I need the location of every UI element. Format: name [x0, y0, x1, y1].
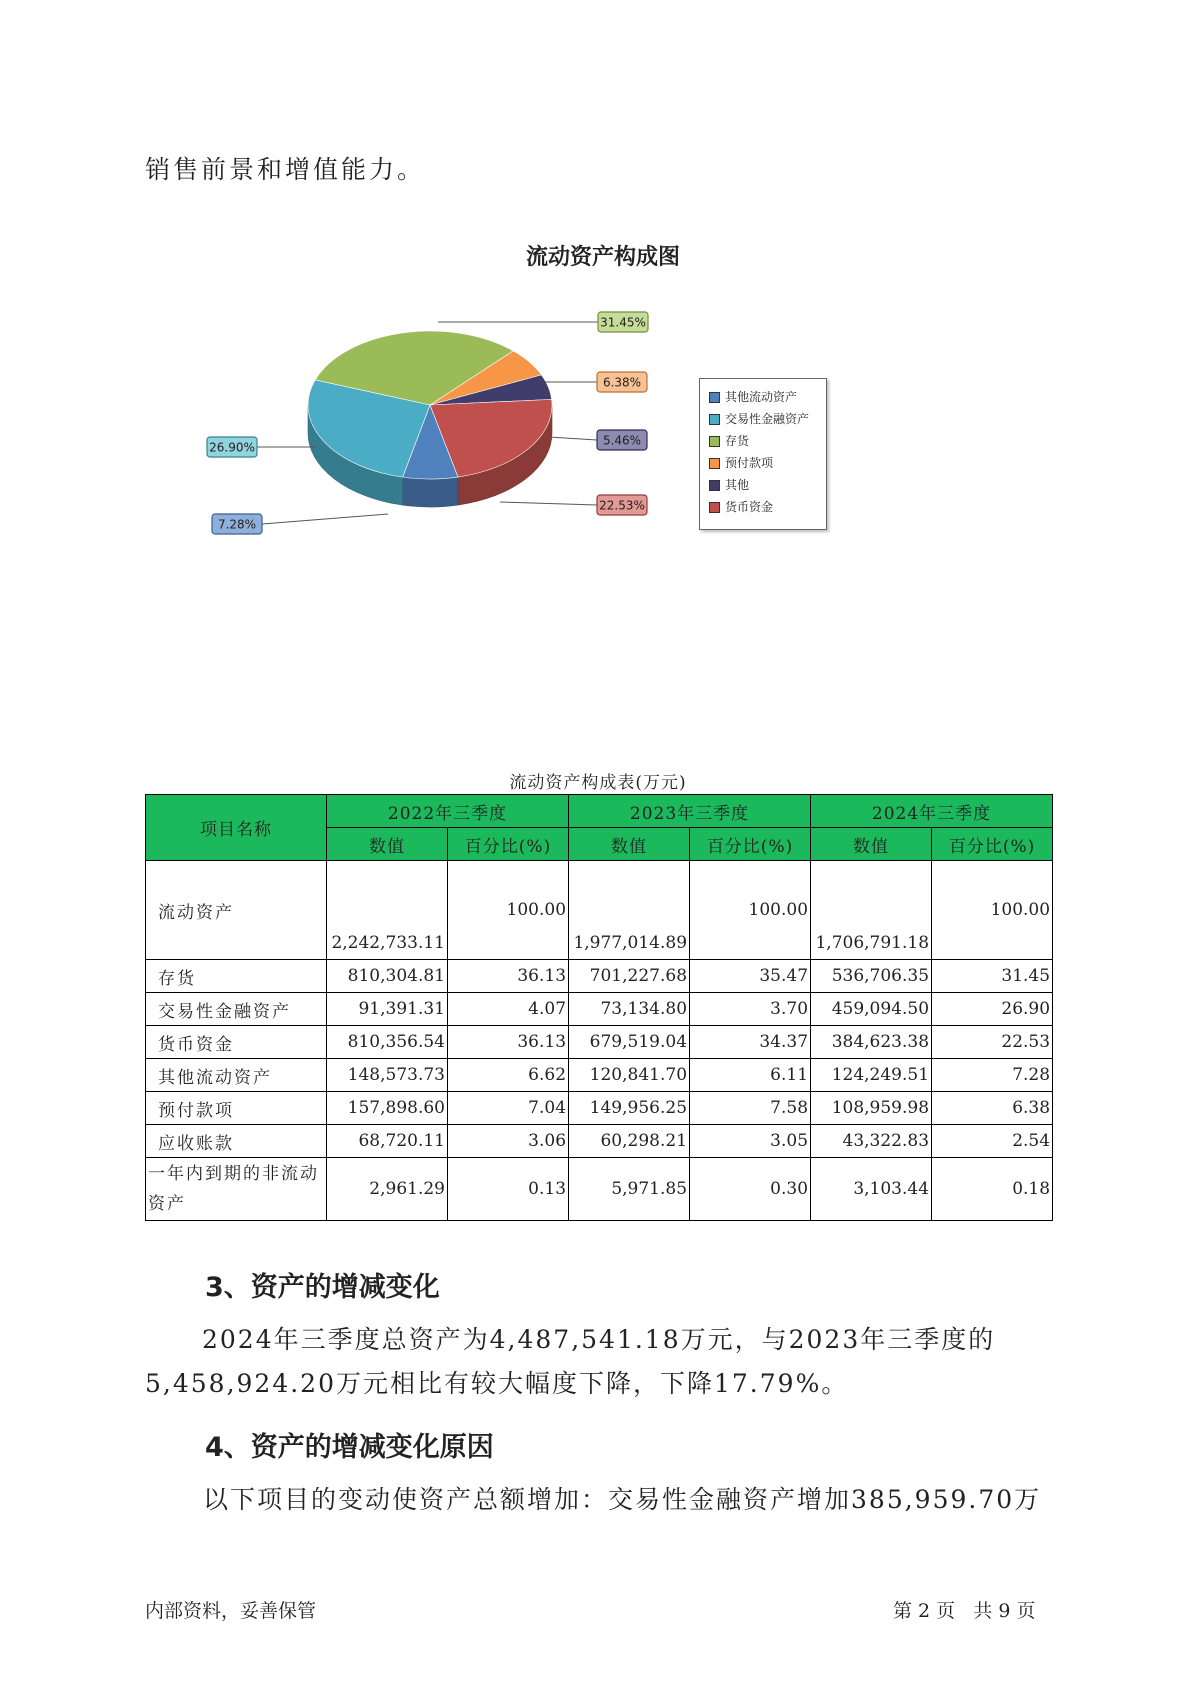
section-4-line-1: 以下项目的变动使资产总额增加：交易性金融资产增加385,959.70万 [203, 1485, 1042, 1514]
cell-value: 2,961.29 [327, 1158, 448, 1221]
pie-slice-side [403, 477, 458, 507]
data-label: 6.38% [602, 375, 642, 390]
legend-item: 交易性金融资产 [709, 411, 809, 427]
row-name: 应收账款 [146, 1125, 327, 1158]
section-4-heading: 4、资产的增减变化原因 [205, 1432, 494, 1463]
row-name: 交易性金融资产 [146, 993, 327, 1026]
header-percent: 百分比(%) [932, 828, 1053, 861]
data-label: 31.45% [600, 315, 646, 330]
page-number: 第 2 页 共 9 页 [893, 1600, 1036, 1622]
cell-value: 679,519.04 [569, 1026, 690, 1059]
cell-percent: 100.00 [448, 861, 569, 960]
legend-swatch [709, 458, 720, 469]
header-item-name: 项目名称 [146, 795, 327, 861]
legend-swatch [709, 480, 720, 491]
chart-title: 流动资产构成图 [525, 245, 680, 270]
legend-item: 存货 [709, 433, 749, 449]
data-label: 26.90% [209, 440, 255, 455]
cell-value: 1,977,014.89 [569, 861, 690, 960]
current-assets-table [145, 794, 1053, 1221]
section-3-line-1: 2024年三季度总资产为4,487,541.18万元，与2023年三季度的 [202, 1325, 996, 1354]
footer-left: 内部资料，妥善保管 [145, 1600, 317, 1622]
cell-percent: 3.06 [448, 1125, 569, 1158]
data-label: 5.46% [602, 433, 642, 448]
header-value: 数值 [811, 828, 932, 861]
cell-percent: 100.00 [690, 861, 811, 960]
cell-percent: 31.45 [932, 960, 1053, 993]
row-name: 一年内到期的非流动资产 [146, 1158, 327, 1221]
intro-paragraph: 销售前景和增值能力。 [145, 155, 426, 184]
legend-swatch [709, 392, 720, 403]
cell-percent: 7.04 [448, 1092, 569, 1125]
cell-value: 3,103.44 [811, 1158, 932, 1221]
legend-item: 货币资金 [709, 499, 773, 515]
legend-item: 其他 [709, 477, 749, 493]
table-row [146, 1125, 1053, 1158]
cell-value: 60,298.21 [569, 1125, 690, 1158]
cell-percent: 22.53 [932, 1026, 1053, 1059]
row-name: 存货 [146, 960, 327, 993]
cell-value: 1,706,791.18 [811, 861, 932, 960]
table-row [146, 861, 1053, 960]
table-caption: 流动资产构成表(万元) [509, 773, 687, 793]
header-percent: 百分比(%) [448, 828, 569, 861]
legend-swatch [709, 502, 720, 513]
chart-legend [699, 378, 827, 530]
cell-value: 810,304.81 [327, 960, 448, 993]
table-row [146, 1092, 1053, 1125]
cell-value: 68,720.11 [327, 1125, 448, 1158]
header-period: 2024年三季度 [811, 795, 1053, 828]
label-leader-line [549, 437, 597, 440]
cell-value: 2,242,733.11 [327, 861, 448, 960]
cell-value: 120,841.70 [569, 1059, 690, 1092]
header-percent: 百分比(%) [690, 828, 811, 861]
cell-percent: 6.38 [932, 1092, 1053, 1125]
cell-percent: 7.28 [932, 1059, 1053, 1092]
cell-percent: 7.58 [690, 1092, 811, 1125]
cell-value: 384,623.38 [811, 1026, 932, 1059]
legend-item: 预付款项 [709, 455, 773, 471]
label-leader-line [262, 514, 388, 524]
legend-item: 其他流动资产 [709, 389, 797, 405]
table-row [146, 1158, 1053, 1221]
data-label: 22.53% [599, 498, 645, 513]
cell-percent: 0.13 [448, 1158, 569, 1221]
cell-value: 149,956.25 [569, 1092, 690, 1125]
data-label: 7.28% [217, 517, 257, 532]
cell-percent: 100.00 [932, 861, 1053, 960]
cell-percent: 6.62 [448, 1059, 569, 1092]
cell-percent: 6.11 [690, 1059, 811, 1092]
table-row [146, 1059, 1053, 1092]
header-period: 2022年三季度 [327, 795, 569, 828]
header-period: 2023年三季度 [569, 795, 811, 828]
header-value: 数值 [327, 828, 448, 861]
cell-value: 536,706.35 [811, 960, 932, 993]
cell-percent: 4.07 [448, 993, 569, 1026]
row-name: 其他流动资产 [146, 1059, 327, 1092]
cell-value: 124,249.51 [811, 1059, 932, 1092]
cell-value: 157,898.60 [327, 1092, 448, 1125]
cell-value: 91,391.31 [327, 993, 448, 1026]
cell-value: 73,134.80 [569, 993, 690, 1026]
section-3-line-2: 5,458,924.20万元相比有较大幅度下降，下降17.79%。 [145, 1369, 849, 1398]
row-name: 流动资产 [146, 861, 327, 960]
cell-percent: 26.90 [932, 993, 1053, 1026]
legend-swatch [709, 414, 720, 425]
cell-percent: 2.54 [932, 1125, 1053, 1158]
cell-percent: 36.13 [448, 960, 569, 993]
cell-percent: 35.47 [690, 960, 811, 993]
cell-percent: 3.05 [690, 1125, 811, 1158]
cell-value: 148,573.73 [327, 1059, 448, 1092]
cell-value: 108,959.98 [811, 1092, 932, 1125]
cell-value: 459,094.50 [811, 993, 932, 1026]
header-value: 数值 [569, 828, 690, 861]
cell-value: 810,356.54 [327, 1026, 448, 1059]
cell-value: 43,322.83 [811, 1125, 932, 1158]
cell-percent: 0.18 [932, 1158, 1053, 1221]
table-row [146, 960, 1053, 993]
section-3-heading: 3、资产的增减变化 [205, 1272, 440, 1303]
pie-chart [0, 0, 1191, 620]
legend-swatch [709, 436, 720, 447]
cell-percent: 34.37 [690, 1026, 811, 1059]
table-row [146, 993, 1053, 1026]
cell-percent: 36.13 [448, 1026, 569, 1059]
cell-percent: 3.70 [690, 993, 811, 1026]
row-name: 预付款项 [146, 1092, 327, 1125]
cell-percent: 0.30 [690, 1158, 811, 1221]
label-leader-line [500, 502, 597, 505]
cell-value: 701,227.68 [569, 960, 690, 993]
table-row [146, 1026, 1053, 1059]
row-name: 货币资金 [146, 1026, 327, 1059]
cell-value: 5,971.85 [569, 1158, 690, 1221]
